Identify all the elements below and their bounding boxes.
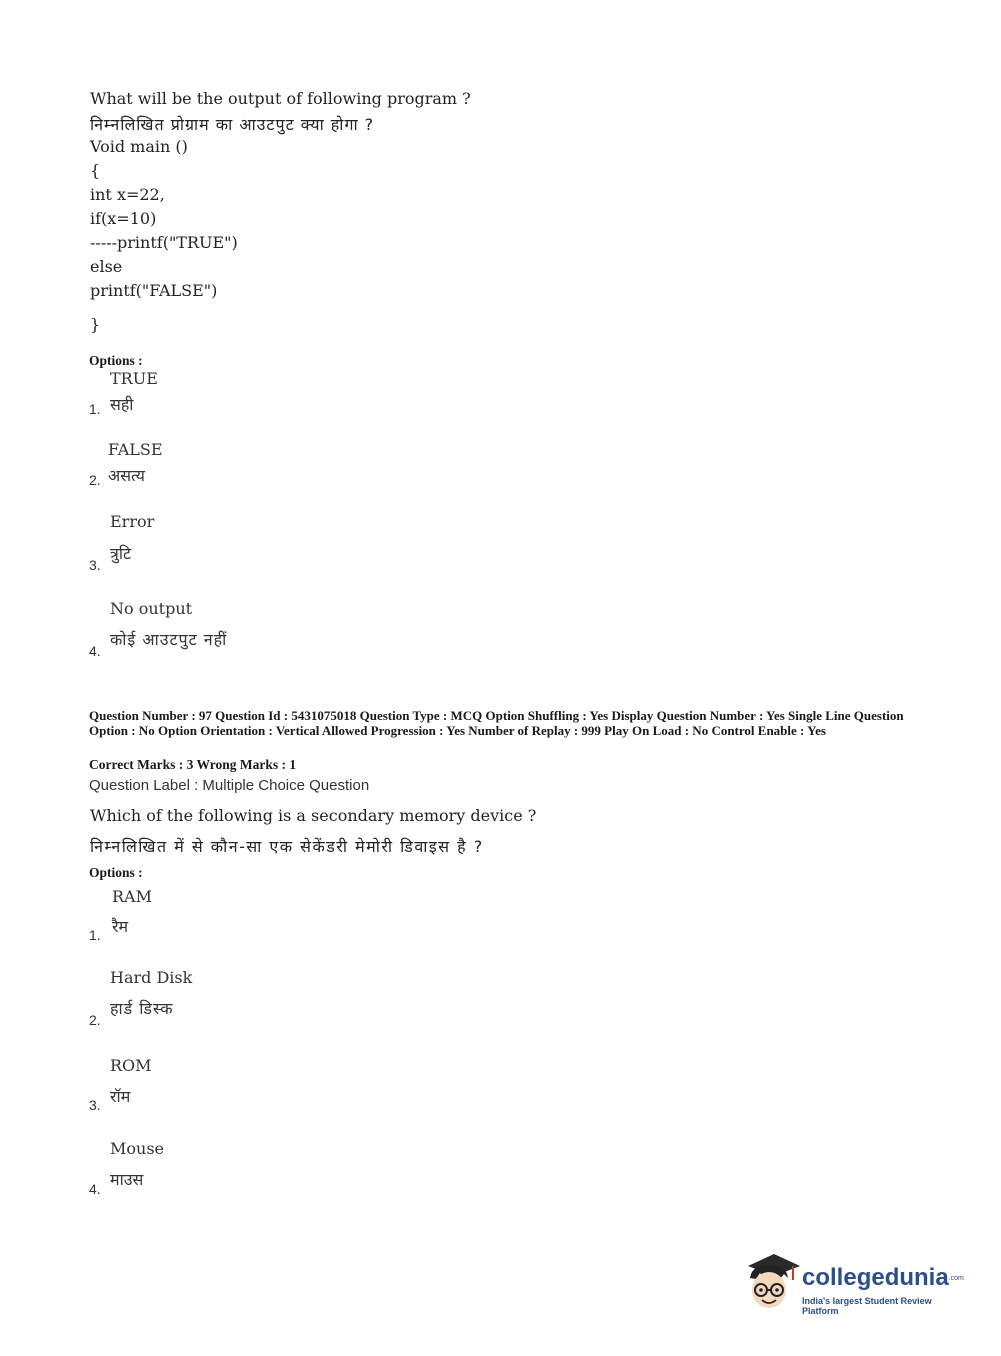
- option-4-number: 4.: [89, 643, 101, 659]
- option-1-en: RAM: [112, 887, 152, 906]
- question-metadata: Question Number : 97 Question Id : 5431075018 Question Type : MCQ Option Shuffling : Yes Display Question Number : Yes Single Line Question Option : No Option Orientation : Vertical Allowed Progression : Yes Number of Replay : 999 Play On Load : No Control Enable : Yes: [89, 708, 904, 738]
- option-4-number: 4.: [89, 1181, 101, 1197]
- option-3-number: 3.: [89, 1097, 101, 1113]
- option-3-hi: त्रुटि: [110, 544, 132, 563]
- code-line: if(x=10): [90, 209, 157, 228]
- code-line: Void main (): [90, 137, 188, 156]
- options-label: Options :: [89, 865, 143, 880]
- code-line: printf("FALSE"): [90, 281, 218, 300]
- code-line: }: [90, 315, 101, 334]
- option-2-en: FALSE: [108, 440, 163, 459]
- option-1-number: 1.: [89, 927, 101, 943]
- option-4-hi: कोई आउटपुट नहीं: [110, 630, 228, 649]
- code-line: {: [90, 161, 101, 180]
- option-2-number: 2.: [89, 472, 101, 488]
- logo-tagline: India's largest Student Review Platform: [802, 1296, 932, 1316]
- question-text-hi: निम्नलिखित प्रोग्राम का आउटपुट क्या होगा ?: [90, 115, 375, 134]
- question-text-en: What will be the output of following program ?: [90, 89, 471, 108]
- question-label: Question Label : Multiple Choice Question: [89, 777, 370, 794]
- option-3-en: ROM: [110, 1056, 152, 1075]
- option-1-en: TRUE: [110, 369, 158, 388]
- option-1-number: 1.: [89, 401, 101, 417]
- options-label: Options :: [89, 353, 143, 368]
- code-line: int x=22,: [90, 185, 165, 204]
- option-4-hi: माउस: [110, 1170, 144, 1189]
- option-4-en: Mouse: [110, 1139, 164, 1158]
- option-3-en: Error: [110, 512, 155, 531]
- option-4-en: No output: [110, 599, 193, 618]
- question-text-hi: निम्नलिखित में से कौन-सा एक सेकेंडरी मेमोरी डिवाइस है ?: [90, 837, 484, 856]
- code-line: else: [90, 257, 123, 276]
- option-1-hi: रैम: [112, 917, 129, 936]
- code-line: -----printf("TRUE"): [90, 233, 238, 252]
- option-3-number: 3.: [89, 557, 101, 573]
- question-text-en: Which of the following is a secondary memory device ?: [90, 806, 537, 825]
- logo-wordmark: collegedunia.com: [802, 1264, 964, 1291]
- question-marks: Correct Marks : 3 Wrong Marks : 1: [89, 757, 297, 772]
- option-1-hi: सही: [110, 395, 134, 414]
- option-2-hi: हार्ड डिस्क: [110, 999, 174, 1018]
- option-3-hi: रॉम: [110, 1087, 131, 1106]
- option-2-number: 2.: [89, 1012, 101, 1028]
- option-2-hi: असत्य: [108, 466, 145, 485]
- option-2-en: Hard Disk: [110, 968, 193, 987]
- student-mascot-icon: [740, 1250, 802, 1316]
- collegedunia-logo[interactable]: [740, 1250, 970, 1320]
